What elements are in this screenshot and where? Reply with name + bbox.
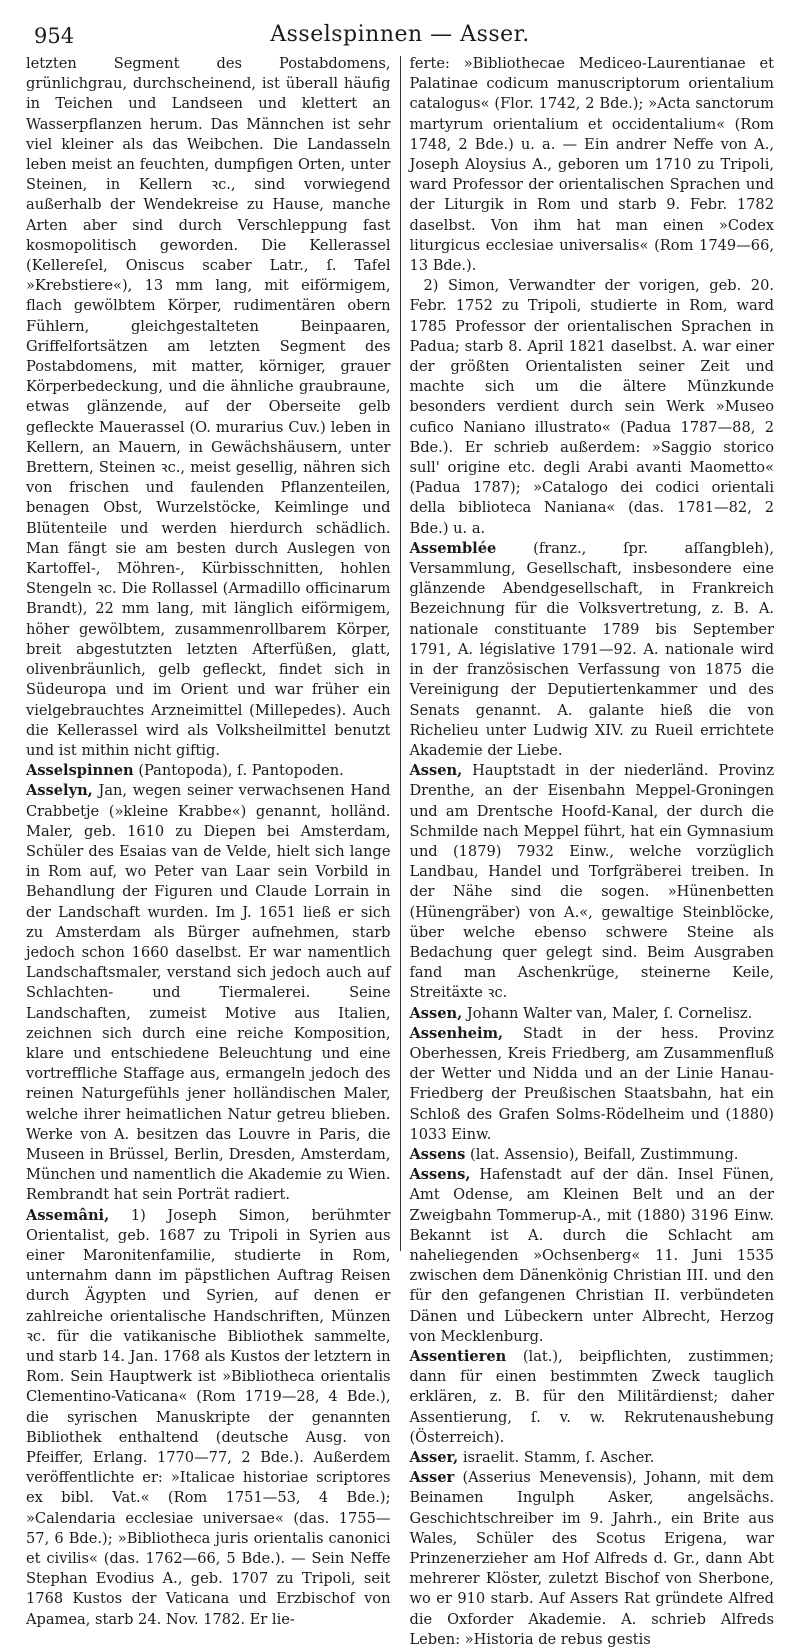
headword: Asser	[409, 1469, 455, 1487]
right-column	[400, 54, 774, 1650]
page-number: 954	[34, 24, 75, 48]
headword: Assemâni,	[26, 1206, 110, 1224]
headword: Assenheim,	[409, 1024, 504, 1042]
left-column	[26, 54, 400, 1650]
headword: Asselyn,	[26, 782, 93, 800]
headword: Assen,	[409, 762, 463, 780]
entry-assentieren: Assentieren (lat.), beipflichten, zustimmen; dann für einen bestimmten Zweck tauglich erklären, z. B. für den Militärdienst; daher Assentierung, ſ. v. w. Rekrutenaushebung (Österreich).	[409, 1348, 775, 1446]
text-columns	[26, 54, 774, 1650]
entry-assen-johann: Assen, Johann Walter van, Maler, ſ. Cornelisz.	[409, 1004, 753, 1022]
entry-assen: Assen, Hauptstadt in der niederländ. Provinz Drenthe, an der Eisenbahn Meppel-Groningen und am Drentsche Hoofd-Kanal, der durch die Schmilde nach Meppel führt, hat ein Gymnasium und (1879) 7932 Einw., welche vorzüglich Landbau, Handel und Torfgräberei treiben. In der Nähe sind die sogen. »Hünenbetten (Hünengräber) von A.«, gewaltige Steinblöcke, über welche ebenso schwere Steine als Bedachung quer gelegt sind. Beim Ausgraben fand man Aschenkrüge, steinerne Keile, Streitäxte ꝛc.	[409, 762, 775, 1002]
entry-continuation: letzten Segment des Postabdomens, grünlichgrau, durchscheinend, ist überall häufig in Teichen und Landseen und klettert an Wasserpflanzen herum. Das Männchen ist sehr viel kleiner als das Weibchen. Die Landasseln leben meist an feuchten, dumpfigen Orten, unter Steinen, in Kellern ꝛc., sind vorwiegend außerhalb der Wendekreise zu Hause, manche Arten aber sind durch Verschleppung fast kosmopolitisch geworden. Die Kellerassel (Kellereſel, Oniscus scaber Latr., ſ. Tafel »Krebstiere«), 13 mm lang, mit eiförmigem, flach gewölbtem Körper, rudimentären obern Fühlern, gleichgestalteten Beinpaaren, Griffelfortsätzen am letzten Segment des Postabdomens, mit matter, körniger, grauer Körperbedeckung, und die ähnliche graubraune, etwas glänzende, auf der Oberseite gelb gefleckte Mauerassel (O. murarius Cuv.) leben in Kellern, an Mauern, in Gewächshäusern, unter Brettern, Steinen ꝛc., meist gesellig, nähren sich von frischen und faulenden Pflanzenteilen, benagen Obst, Wurzelstöcke, Keimlinge und Blütenteile und werden hierdurch schädlich. Man fängt sie am besten durch Auslegen von Kartoffel-, Möhren-, Kürbisschnitten, hohlen Stengeln ꝛc. Die Rollassel (Armadillo officinarum Brandt), 22 mm lang, mit länglich eiförmigem, höher gewölbtem, zusammenrollbarem Körper, breit abgestutzten letzten Afterfüßen, glatt, olivenbräunlich, gelb gefleckt, findet sich in Südeuropa und im Orient und war früher ein vielgebrauchtes Arzneimittel (Millepedes). Auch die Kellerassel wird als Volksheilmittel benutzt und ist mithin nicht giftig.	[26, 55, 391, 759]
headword: Assens	[409, 1145, 466, 1163]
headword: Assens,	[409, 1166, 471, 1184]
entry-assemani: Assemâni, 1) Joseph Simon, berühmter Orientalist, geb. 1687 zu Tripoli in Syrien aus einer Maronitenfamilie, studierte in Rom, unternahm dann im päpstlichen Auftrag Reisen durch Ägypten und Syrien, auf denen er zahlreiche orientalische Handschriften, Münzen ꝛc. für die vatikanische Bibliothek sammelte, und starb 14. Jan. 1768 als Kustos der letztern in Rom. Sein Hauptwerk ist »Bibliotheca orientalis Clementino-Vaticana« (Rom 1719—28, 4 Bde.), die syrischen Manuskripte der genannten Bibliothek enthaltend (deutsche Ausg. von Pfeiffer, Erlang. 1770—77, 2 Bde.). Außerdem veröffentlichte er: »Italicae historiae scriptores ex bibl. Vat.« (Rom 1751—53, 4 Bde.); »Calendaria ecclesiae universae« (das. 1755—57, 6 Bde.); »Bibliotheca juris orientalis canonici et civilis« (das. 1762—66, 5 Bde.). — Sein Neffe Stephan Evodius A., geb. 1707 zu Tripoli, seit 1768 Kustos der Vaticana und Erzbischof von Apamea, starb 24. Nov. 1782. Er lie-	[26, 1206, 391, 1628]
entry-asser-stamm: Asser, israelit. Stamm, ſ. Ascher.	[409, 1449, 655, 1467]
entry-assens-city: Assens, Hafenstadt auf der dän. Insel Fünen, Amt Odense, am Kleinen Belt und an der Zweigbahn Tommerup-A., mit (1880) 3196 Einw. Bekannt ist A. durch die Schlacht am naheliegenden »Ochsenberg« 11. Juni 1535 zwischen dem Dänenkönig Christian III. und den für den gefangenen Christian II. verbündeten Dänen und Lübeckern unter Albrecht, Herzog von Mecklenburg.	[409, 1166, 774, 1345]
headword: Asser,	[409, 1449, 459, 1467]
entry-asselyn: Asselyn, Jan, wegen seiner verwachsenen Hand Crabbetje (»kleine Krabbe«) genannt, holländ. Maler, geb. 1610 zu Diepen bei Amsterdam, Schüler des Esaias van de Velde, hielt sich lange in Rom auf, wo Peter van Laar sein Vorbild in Behandlung der Figuren und Claude Lorrain in der Landschaft wurden. Im J. 1651 ließ er sich zu Amsterdam als Bürger aufnehmen, starb jedoch schon 1660 daselbst. Er war namentlich Landschaftsmaler, verstand sich jedoch auch auf Schlachten- und Tiermalerei. Seine Landschaften, zumeist Motive aus Italien, zeichnen sich durch eine reiche Komposition, klare und entschiedene Beleuchtung und eine vortreffliche Staffage aus, ermangeln jedoch des reinen Naturgefühls jener holländischen Maler, welche ihrer heimatlichen Natur getreu blieben. Werke von A. besitzen das Louvre in Paris, die Museen in Brüssel, Berlin, Dresden, Amsterdam, München und namentlich die Akademie zu Wien. Rembrandt hat sein Porträt radiert.	[26, 782, 391, 1204]
entry-asselspinnen: Asselspinnen (Pantopoda), ſ. Pantopoden.	[26, 762, 344, 780]
entry-assemblee: Assemblée (franz., ſpr. aſſangbleh), Versammlung, Gesellschaft, insbesondere eine glänzende Abendgesellschaft, in Frankreich Bezeichnung für die Volksvertretung, z. B. A. nationale constituante 1789 bis September 1791, A. législative 1791—92. A. nationale wird in der französischen Verfassung von 1875 die Vereinigung der Deputiertenkammer und des Senats genannt. A. galante hieß die von Richelieu unter Ludwig XIV. zu Rueil errichtete Akademie der Liebe.	[409, 539, 774, 759]
entry-assens-lat: Assens (lat. Assensio), Beifall, Zustimmung.	[409, 1145, 739, 1163]
entry-continuation: ferte: »Bibliothecae Mediceo-Laurentianae et Palatinae codicum manuscriptorum orientalium catalogus« (Flor. 1742, 2 Bde.); »Acta sanctorum martyrum orientalium et occidentalium« (Rom 1748, 2 Bde.) u. a. — Ein andrer Neffe von A., Joseph Aloysius A., geboren um 1710 zu Tripoli, ward Professor der orientalischen Sprachen und der Liturgik in Rom und starb 9. Febr. 1782 daselbst. Von ihm hat man einen »Codex liturgicus ecclesiae universalis« (Rom 1749—66, 13 Bde.).	[409, 55, 774, 275]
entry-assenheim: Assenheim, Stadt in der hess. Provinz Oberhessen, Kreis Friedberg, am Zusammenfluß der Wetter und Nidda und an der Linie Hanau-Friedberg der Preußischen Staatsbahn, hat ein Schloß des Grafen Solms-Rödelheim und (1880) 1033 Einw.	[409, 1024, 774, 1143]
running-title: Asselspinnen — Asser.	[270, 22, 530, 47]
headword: Assentieren	[409, 1348, 507, 1365]
page-header	[26, 14, 774, 54]
entry-asser-johann: Asser (Asserius Menevensis), Johann, mit dem Beinamen Ingulph Asker, angelsächs. Geschichtschreiber im 9. Jahrh., ein Brite aus Wales, Schüler des Scotus Erigena, war Prinzenerzieher am Hof Alfreds d. Gr., dann Abt mehrerer Klöster, zuletzt Bischof von Sherbone, wo er 910 starb. Auf Assers Rat gründete Alfred die Oxforder Akademie. A. schrieb Alfreds Leben: »Historia de rebus gestis	[409, 1469, 774, 1648]
headword: Asselspinnen	[26, 762, 134, 780]
entry-assemani-simon: 2) Simon, Verwandter der vorigen, geb. 20. Febr. 1752 zu Tripoli, studierte in Rom, ward 1785 Professor der orientalischen Sprachen in Padua; starb 8. April 1821 daselbst. A. war einer der größten Orientalisten seiner Zeit und machte sich um die ältere Münzkunde besonders verdient durch sein Werk »Museo cufico Naniano illustrato« (Padua 1787—88, 2 Bde.). Er schrieb außerdem: »Saggio storico sull' origine etc. degli Arabi avanti Maometto« (Padua 1787); »Catalogo dei codici orientali della biblioteca Naniana« (das. 1781—82, 2 Bde.) u. a.	[409, 277, 774, 537]
headword: Assemblée	[409, 539, 497, 557]
headword: Assen,	[409, 1004, 463, 1022]
